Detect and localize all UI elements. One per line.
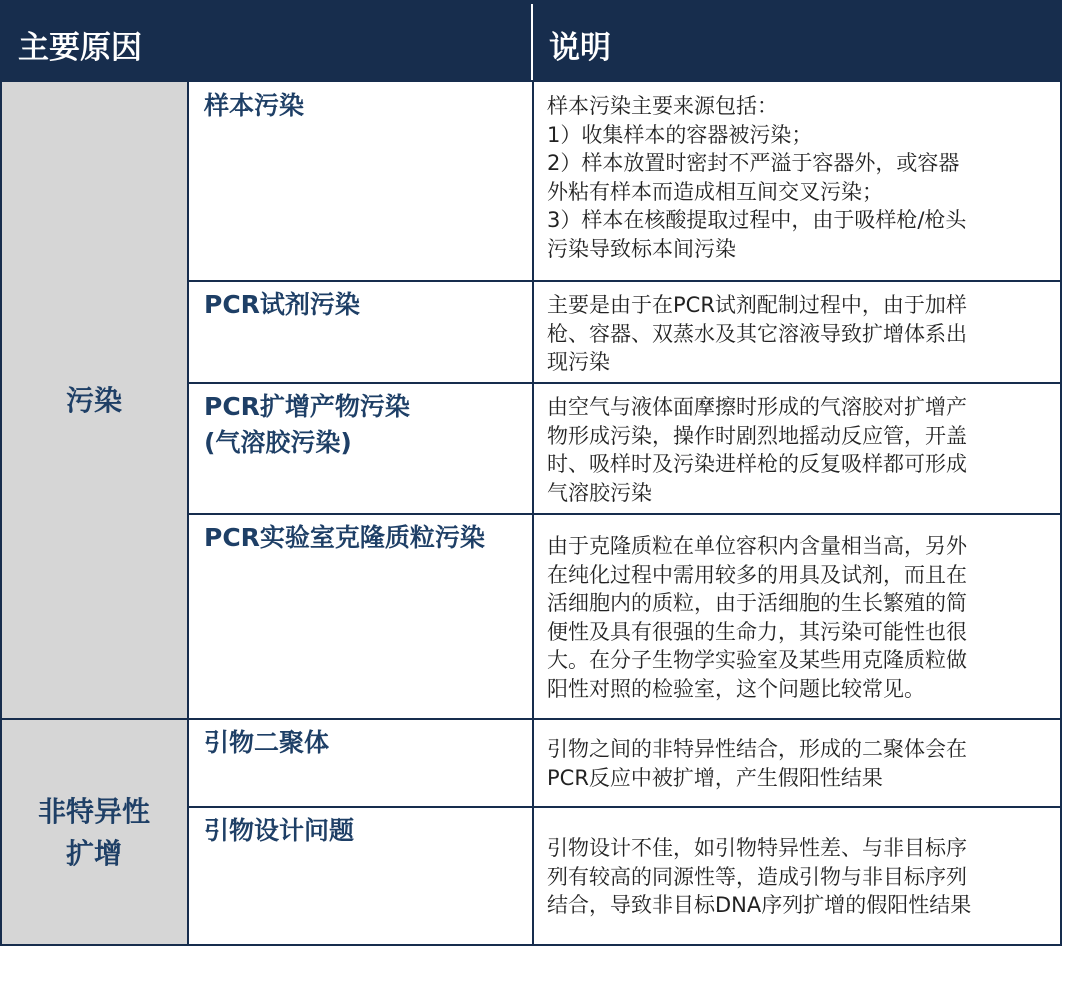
- description-primer-design: [533, 807, 1062, 946]
- header-description: [533, 0, 1062, 82]
- description-line: 时、吸样时及污染进样枪的反复吸样都可形成: [547, 452, 967, 476]
- description-line: 1）收集样本的容器被污染；: [547, 122, 813, 147]
- description-line: 气溶胶污染: [547, 480, 652, 505]
- description-line: 引物设计不佳，如引物特异性差、与非目标序: [547, 836, 967, 860]
- group-name-line: 非特异性: [37, 794, 150, 828]
- description-primer-dimer: [533, 719, 1062, 807]
- grid-line: [0, 718, 1062, 720]
- sub-cause-line: 引物二聚体: [204, 728, 330, 757]
- description-line: 由于克隆质粒在单位容积内含量相当高，另外: [547, 534, 967, 558]
- description-amplicon-contamination: [533, 383, 1062, 514]
- description-line: PCR反应中被扩增，产生假阳性结果: [547, 765, 883, 790]
- description-line: 阳性对照的检验室，这个问题比较常见。: [547, 676, 925, 701]
- description-line: 物形成污染，操作时剧烈地摇动反应管，开盖: [547, 423, 967, 448]
- description-plasmid-contamination: [533, 514, 1062, 719]
- sub-cause-plasmid-contamination: [188, 514, 533, 719]
- grid-line: [0, 944, 1062, 946]
- header-cause-label: 主要原因: [18, 30, 142, 66]
- description-line: 样本污染主要来源包括：: [547, 94, 778, 118]
- header-cause: [0, 0, 533, 82]
- sub-cause-line: PCR实验室克隆质粒污染: [204, 523, 485, 552]
- group-name-line: 扩增: [65, 836, 122, 870]
- grid-line: [188, 513, 1062, 515]
- group-name-line: 污染: [65, 383, 122, 417]
- sub-cause-line: 样本污染: [204, 91, 305, 120]
- description-sample-contamination: [533, 82, 1062, 281]
- description-line: 2）样本放置时密封不严溢于容器外，或容器: [547, 151, 960, 175]
- description-line: 引物之间的非特异性结合，形成的二聚体会在: [547, 737, 967, 761]
- description-line: 列有较高的同源性等，造成引物与非目标序列: [547, 864, 967, 889]
- group-contamination: [0, 82, 188, 719]
- grid-line: [188, 280, 1062, 282]
- grid-line: [188, 382, 1062, 384]
- description-line: 大。在分子生物学实验室及某些用克隆质粒做: [547, 648, 967, 672]
- sub-cause-reagent-contamination: [188, 281, 533, 383]
- description-reagent-contamination: [533, 281, 1062, 383]
- description-line: 活细胞内的质粒，由于活细胞的生长繁殖的简: [547, 591, 967, 615]
- description-line: 污染导致标本间污染: [547, 236, 736, 261]
- description-line: 主要是由于在PCR试剂配制过程中，由于加样: [547, 293, 967, 317]
- sub-cause-sample-contamination: [188, 82, 533, 281]
- description-line: 由空气与液体面摩擦时形成的气溶胶对扩增产: [547, 395, 967, 419]
- sub-cause-primer-design: [188, 807, 533, 946]
- sub-cause-line: (气溶胶污染): [204, 428, 352, 457]
- group-nonspecific-amplification: [0, 719, 188, 946]
- sub-cause-line: 引物设计问题: [204, 816, 355, 845]
- description-line: 现污染: [547, 350, 610, 374]
- header-description-label: 说明: [549, 30, 611, 66]
- description-line: 枪、容器、双蒸水及其它溶液导致扩增体系出: [547, 321, 967, 346]
- header-divider: [531, 4, 533, 80]
- grid-line: [0, 82, 2, 946]
- description-line: 外粘有样本而造成相互间交叉污染；: [547, 179, 883, 204]
- sub-cause-amplicon-contamination: [188, 383, 533, 514]
- sub-cause-line: PCR扩增产物污染: [204, 392, 410, 421]
- sub-cause-primer-dimer: [188, 719, 533, 807]
- description-line: 便性及具有很强的生命力，其污染可能性也很: [547, 619, 967, 644]
- description-line: 3）样本在核酸提取过程中，由于吸样枪/枪头: [547, 208, 967, 232]
- sub-cause-line: PCR试剂污染: [204, 290, 360, 319]
- description-line: 在纯化过程中需用较多的用具及试剂，而且在: [547, 562, 967, 587]
- description-line: 结合，导致非目标DNA序列扩增的假阳性结果: [547, 893, 972, 917]
- grid-line: [188, 806, 1062, 808]
